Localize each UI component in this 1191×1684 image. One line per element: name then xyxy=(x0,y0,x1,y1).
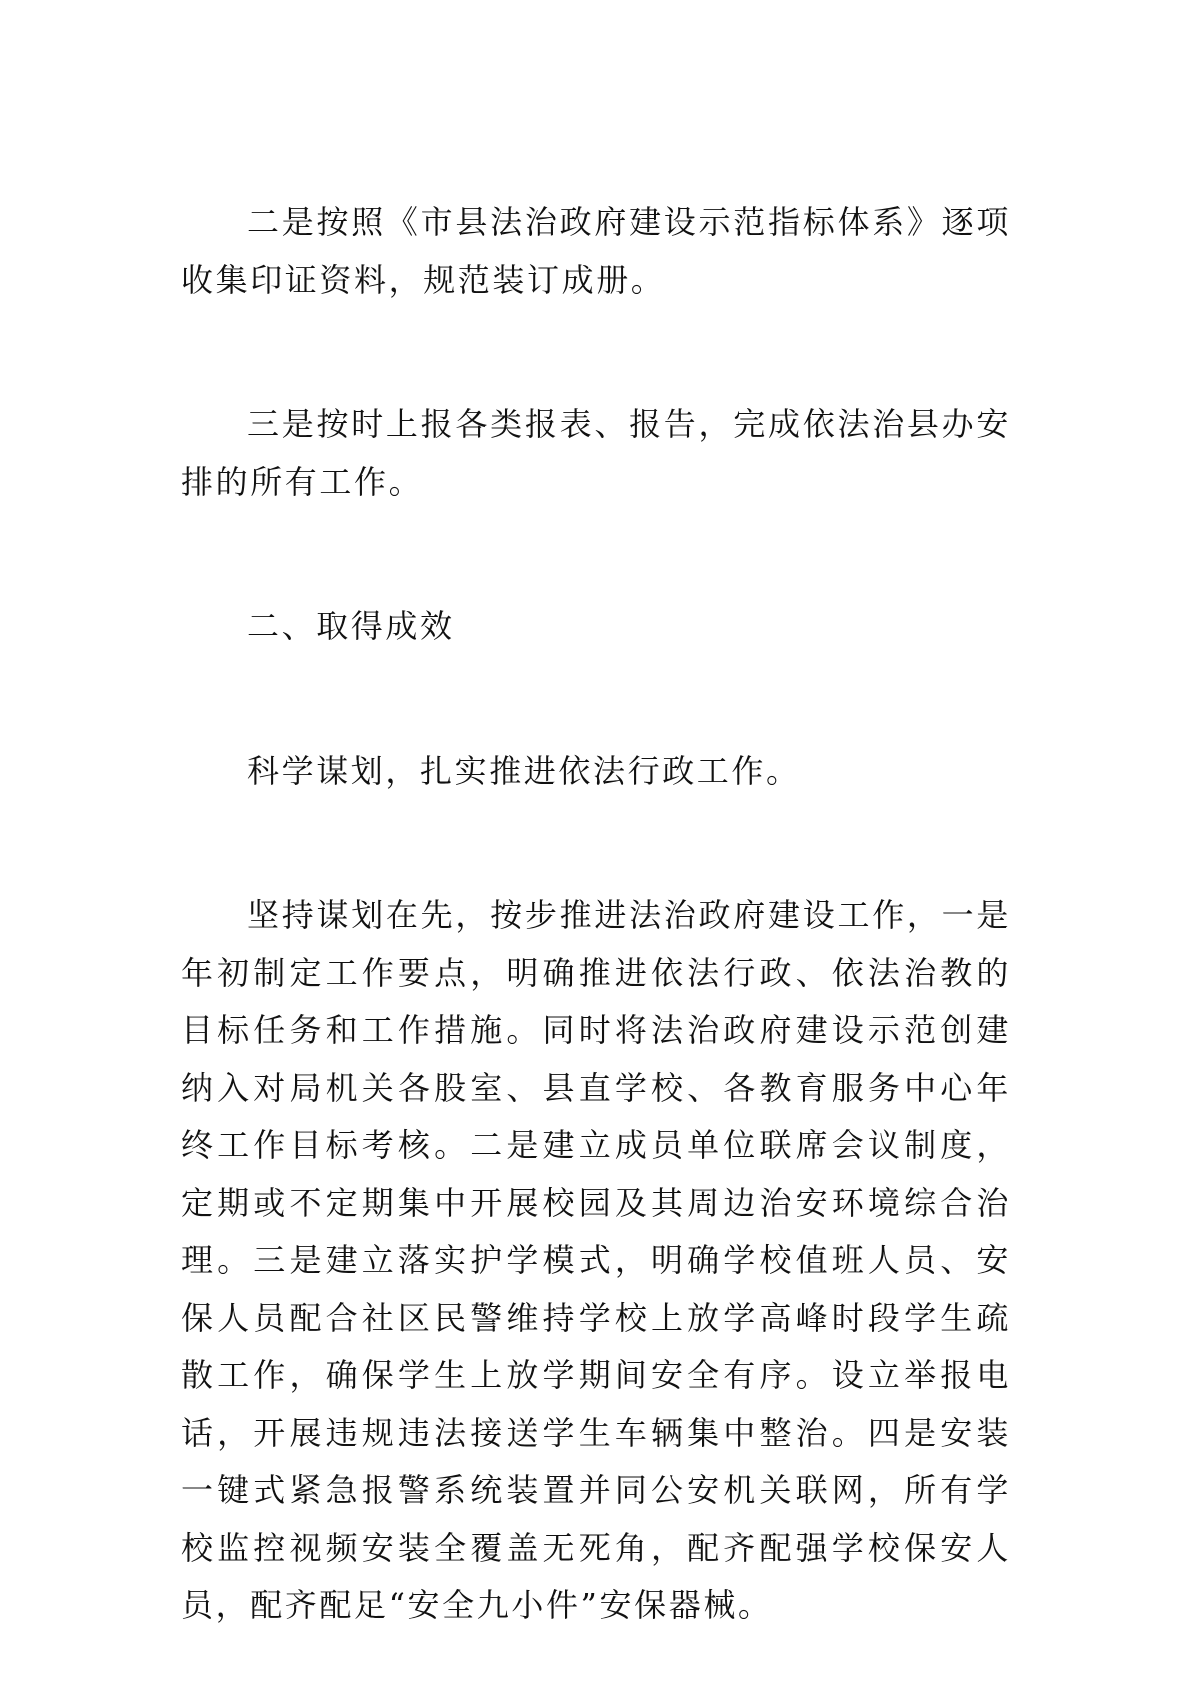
paragraph-gap xyxy=(181,511,1011,598)
paragraph-item-three: 三是按时上报各类报表、报告，完成依法治县办安排的所有工作。 xyxy=(181,405,1011,501)
paragraph-gap xyxy=(181,309,1011,396)
paragraph-gap xyxy=(181,656,1011,743)
document-body xyxy=(181,194,1011,1635)
subsection-heading: 科学谋划，扎实推进依法行政工作。 xyxy=(247,751,801,790)
paragraph-item-two: 二是按照《市县法治政府建设示范指标体系》逐项收集印证资料，规范装订成册。 xyxy=(181,203,1011,299)
section-heading: 二、取得成效 xyxy=(247,607,455,645)
paragraph-gap xyxy=(181,800,1011,887)
body-paragraph: 坚持谋划在先，按步推进法治政府建设工作，一是年初制定工作要点，明确推进依法行政、依法治教的目标任务和工作措施。同时将法治政府建设示范创建纳入对局机关各股室、县直学校、各教育服务中心年终工作目标考核。二是建立成员单位联席会议制度，定期或不定期集中开展校园及其周边治安环境综合治理。三是建立落实护学模式，明确学校值班人员、安保人员配合社区民警维持学校上放学高峰时段学生疏散工作，确保学生上放学期间安全有序。设立举报电话，开展违规违法接送学生车辆集中整治。四是安装一键式紧急报警系统装置并同公安机关联网，所有学校监控视频安装全覆盖无死角，配齐配强学校保安人员，配齐配足“安全九小件”安保器械。 xyxy=(181,896,1011,1624)
